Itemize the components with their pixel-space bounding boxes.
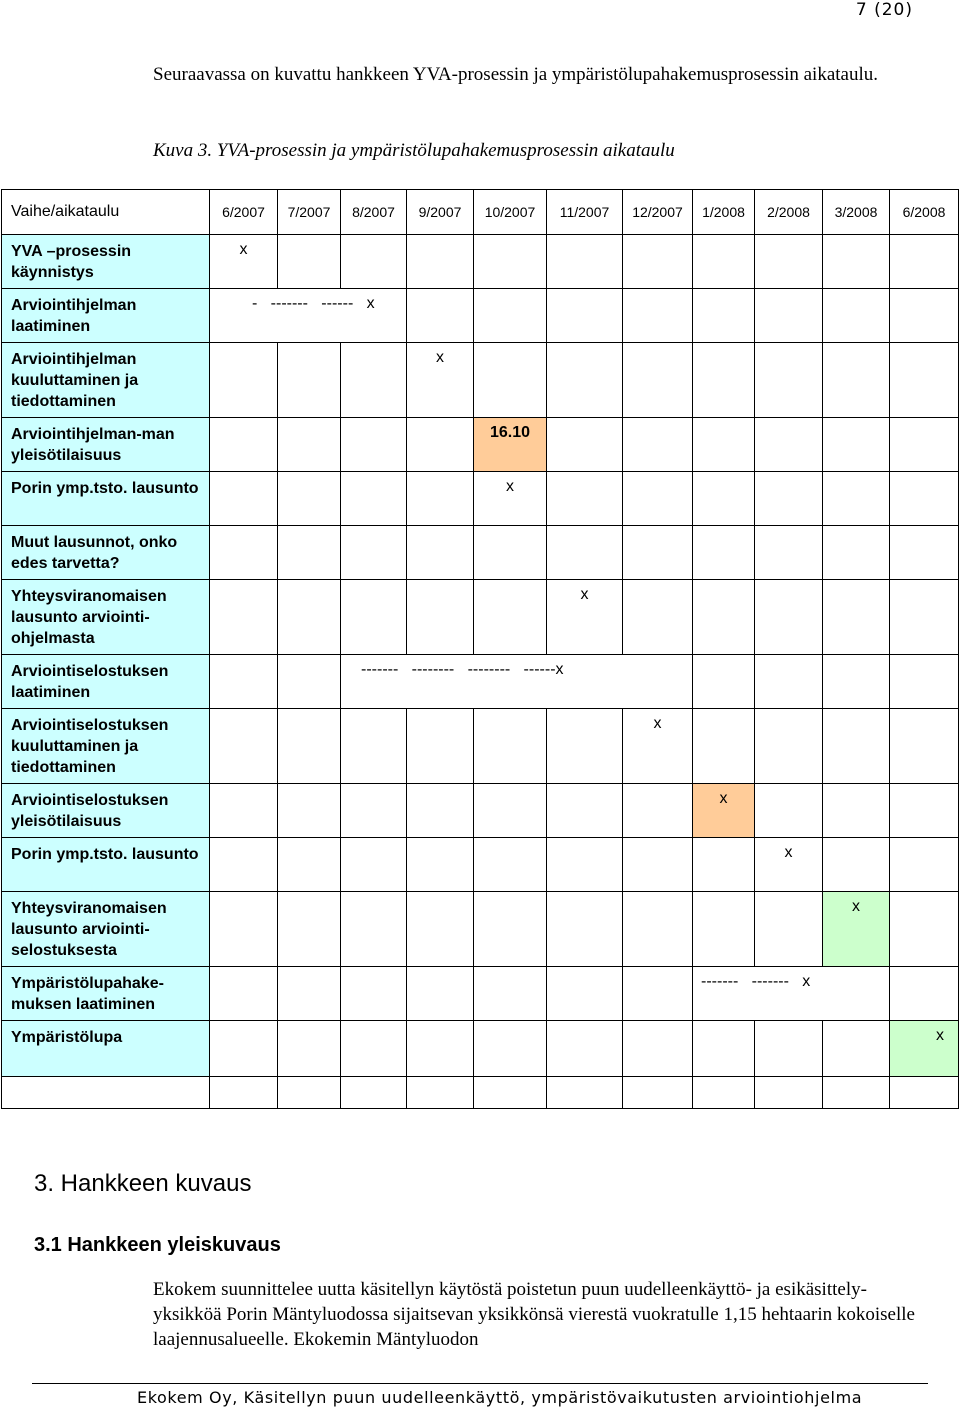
row-label: Muut lausunnot, onko edes tarvetta? (2, 526, 210, 580)
subsection-title: 3.1 Hankkeen yleiskuvaus (34, 1234, 281, 1256)
section-title: 3. Hankkeen kuvaus (34, 1170, 252, 1197)
table-row (2, 709, 959, 784)
table-header-row (2, 190, 959, 235)
schedule-span: ------- ------- x (693, 967, 890, 1021)
row-label: Porin ymp.tsto. lausunto (2, 838, 210, 892)
schedule-mark: x (890, 1021, 959, 1077)
header-month: 11/2007 (547, 190, 623, 235)
page-number: 7 (20) (855, 0, 913, 20)
figure-caption: Kuva 3. YVA-prosessin ja ympäristölupahakemusprosessin aikataulu (153, 140, 675, 161)
table-row (2, 784, 959, 838)
row-label: Yhteysviranomaisen lausunto arviointi-selostuksesta (2, 892, 210, 967)
row-label: Arviointihjelman laatiminen (2, 289, 210, 343)
schedule-mark: x (823, 892, 890, 967)
table-row (2, 967, 959, 1021)
row-label: Yhteysviranomaisen lausunto arviointi-ohjelmasta (2, 580, 210, 655)
table-row (2, 235, 959, 289)
header-month: 7/2007 (278, 190, 341, 235)
header-month: 8/2007 (341, 190, 407, 235)
header-month: 10/2007 (474, 190, 547, 235)
row-label: Arviointiselostuksen yleisötilaisuus (2, 784, 210, 838)
schedule-span: - ------- ------ x (210, 289, 407, 343)
header-month: 1/2008 (693, 190, 755, 235)
table-row (2, 526, 959, 580)
row-label: Arviointihjelman-man yleisötilaisuus (2, 418, 210, 472)
header-month: 12/2007 (623, 190, 693, 235)
header-month: 6/2008 (890, 190, 959, 235)
page-footer: Ekokem Oy, Käsitellyn puun uudelleenkäyttö, ympäristövaikutusten arviointiohjelma (137, 1388, 863, 1407)
table-row (2, 472, 959, 526)
table-row (2, 418, 959, 472)
schedule-mark: x (547, 580, 623, 655)
header-month: 9/2007 (407, 190, 474, 235)
footer-divider (32, 1383, 928, 1384)
row-label: Porin ymp.tsto. lausunto (2, 472, 210, 526)
table-row (2, 838, 959, 892)
table-row (2, 343, 959, 418)
row-label: Arviointiselostuksen kuuluttaminen ja tiedottaminen (2, 709, 210, 784)
schedule-table (1, 189, 959, 1109)
schedule-mark: x (474, 472, 547, 526)
body-paragraph: Ekokem suunnittelee uutta käsitellyn käytöstä poistetun puun uudelleenkäyttö- ja esikäsittely-yksikköä Porin Mäntyluodossa sijaitsevan yksikkönsä vierestä vuokratulle 1,15 hehtaarin kokoiselle laajennusalueelle. Ekokemin Mäntyluodon (153, 1279, 915, 1350)
schedule-date: 16.10 (474, 418, 547, 472)
schedule-mark: x (407, 343, 474, 418)
row-label: Arviointiselostuksen laatiminen (2, 655, 210, 709)
table-row (2, 1021, 959, 1077)
schedule-mark: x (755, 838, 823, 892)
schedule-mark: x (693, 784, 755, 838)
table-row (2, 892, 959, 967)
header-month: 2/2008 (755, 190, 823, 235)
row-label: Arviointihjelman kuuluttaminen ja tiedottaminen (2, 343, 210, 418)
intro-paragraph: Seuraavassa on kuvattu hankkeen YVA-prosessin ja ympäristölupahakemusprosessin aikataulu. (153, 64, 879, 85)
row-label: Ympäristölupa (2, 1021, 210, 1077)
table-row-empty (2, 1077, 959, 1109)
row-label: YVA –prosessin käynnistys (2, 235, 210, 289)
table-row (2, 289, 959, 343)
header-month: 6/2007 (210, 190, 278, 235)
table-row (2, 580, 959, 655)
schedule-span: ------- -------- -------- ------x (341, 655, 693, 709)
row-label: Ympäristölupahake-muksen laatiminen (2, 967, 210, 1021)
header-phase: Vaihe/aikataulu (2, 190, 210, 235)
schedule-mark: x (623, 709, 693, 784)
table-row (2, 655, 959, 709)
header-month: 3/2008 (823, 190, 890, 235)
schedule-mark: x (210, 235, 278, 289)
